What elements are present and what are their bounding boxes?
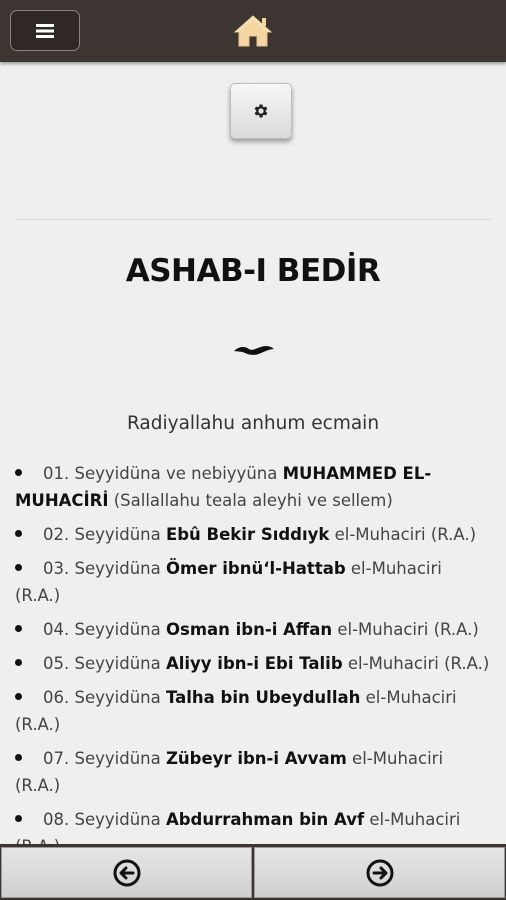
list-item: 08. Seyyidüna Abdurrahman bin Avf el-Muhaciri [15,806,491,860]
page-subtitle: Radiyallahu anhum ecmain [126,413,380,434]
bottom-nav-bar [0,844,506,900]
hamburger-icon [36,24,54,38]
top-bar [0,0,506,62]
list-item: 02. Seyyidüna Ebû Bekir Sıddıyk el-Muhaciri (R.A.) [15,521,491,548]
companions-list [15,460,491,867]
arrow-left-circle-icon [112,858,142,888]
page-title: ASHAB-I BEDİR [125,253,381,289]
divider [15,219,491,220]
content-area[interactable] [0,62,506,844]
list-item: 07. Seyyidüna Zübeyr ibn-i Avvam el-Muhaciri (R.A.) [15,745,491,799]
home-icon [233,14,273,48]
list-item: 04. Seyyidüna Osman ibn-i Affan el-Muhaciri (R.A.) [15,616,491,643]
home-button[interactable] [232,12,274,50]
list-item: 05. Seyyidüna Aliyy ibn-i Ebi Talib el-Muhaciri (R.A.) [15,650,491,677]
ornament-divider [233,342,275,358]
list-item: 03. Seyyidüna Ömer ibnü‘l-Hattab el-Muhaciri (R.A.) [15,555,491,609]
settings-button[interactable] [230,83,292,139]
menu-button[interactable] [10,10,80,51]
gear-icon [252,102,270,120]
list-item: 01. Seyyidüna ve nebiyyüna MUHAMMED EL-MUHACİRİ (Sallallahu teala aleyhi ve sellem) [15,460,491,514]
arrow-right-circle-icon [365,858,395,888]
next-button[interactable] [254,847,505,898]
previous-button[interactable] [1,847,252,898]
list-item: 06. Seyyidüna Talha bin Ubeydullah el-Muhaciri (R.A.) [15,684,491,738]
